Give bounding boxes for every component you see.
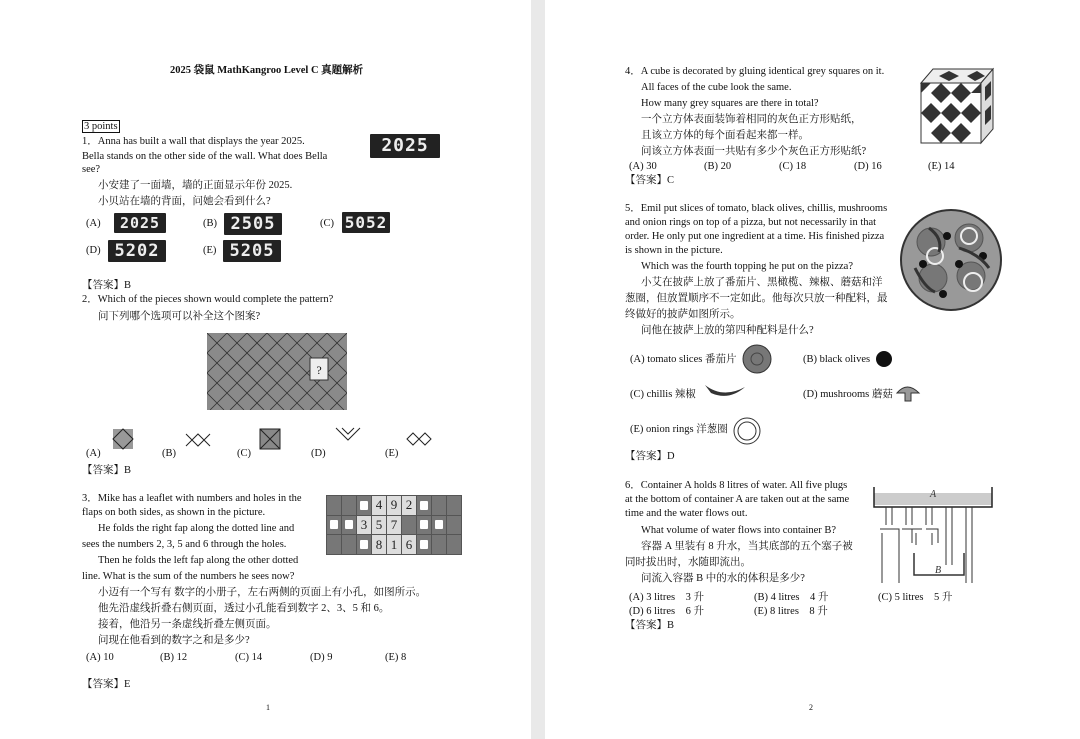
hole [432, 516, 446, 535]
number-cell: 9 [387, 496, 401, 515]
option-image: 5052 [342, 212, 390, 233]
page-1 [0, 0, 531, 739]
wall-figure: 2025 [370, 134, 440, 158]
container-a-label: A [930, 489, 937, 500]
q1-answer: 【答案】B [82, 280, 132, 291]
pattern-figure [207, 333, 347, 410]
q1-cn: 小贝站在墙的背面，问她会看到什么? [98, 196, 271, 207]
number-cell: 6 [402, 535, 416, 554]
containers-figure [872, 485, 994, 585]
q5-option-b: (B) black olives [803, 354, 871, 365]
q1-text: Bella stands on the other side of the wall. What does Bella [82, 151, 328, 162]
q5-cn: 葱圈，但放置顺序不一定如此。他每次只放一种配料，最 [625, 293, 888, 304]
q6-option: (D) 6 litres 6 升 [629, 606, 704, 617]
q3-option: (B) 12 [160, 652, 188, 663]
page-number: 2 [809, 703, 813, 712]
q4-option: (E) 14 [928, 161, 955, 172]
flap-cell [327, 535, 341, 554]
q3-cn: 小迈有一个写有 数字的小册子，左右两侧的页面上有小孔，如图所示。 [98, 587, 427, 598]
document-title: 2025 袋鼠 MathKangroo Level C 真题解析 [170, 65, 364, 76]
flap-cell [342, 496, 356, 515]
q3-answer: 【答案】E [82, 679, 131, 690]
q3-cn: 接着，他沿另一条虚线折叠左侧页面。 [98, 619, 277, 630]
q3-text: line. What is the sum of the numbers he sees now? [82, 571, 295, 582]
q6-cn: 同时拔出时，水随即流出。 [625, 557, 751, 568]
mushroom-icon [895, 383, 921, 403]
q6-question: What volume of water flows into container B? [641, 525, 837, 536]
leaflet-figure [326, 495, 462, 555]
q4-option: (D) 16 [854, 161, 882, 172]
number-cell: 4 [372, 496, 386, 515]
q4-answer: 【答案】C [625, 175, 675, 186]
q5-question: Which was the fourth topping he put on the pizza? [641, 261, 853, 272]
q4-option: (A) 30 [629, 161, 657, 172]
q4-text: All faces of the cube look the same. [641, 82, 792, 93]
q6-answer: 【答案】B [625, 620, 675, 631]
option-image: 2505 [224, 213, 282, 235]
q5-answer: 【答案】D [625, 451, 675, 462]
q2-answer: 【答案】B [82, 465, 132, 476]
q3-text: 3．Mike has a leaflet with numbers and holes in the [82, 493, 302, 504]
q5-text: 5．Emil put slices of tomato, black olives, chillis, mushrooms [625, 203, 888, 214]
flap-cell [432, 496, 446, 515]
q6-option: (A) 3 litres 3 升 [629, 592, 704, 603]
onion-ring-icon [732, 416, 762, 446]
q6-text: 6．Container A holds 8 litres of water. All five plugs [625, 480, 848, 491]
q6-text: time and the water flows out. [625, 508, 748, 519]
q3-text: He folds the right fap along the dotted line and [98, 523, 295, 534]
tomato-slice-icon [742, 344, 772, 374]
q6-option: (C) 5 litres 5 升 [878, 592, 953, 603]
q2-text: 2．Which of the pieces shown would complete the pattern? [82, 294, 334, 305]
option-label: (E) [385, 448, 399, 459]
q4-text: 4．A cube is decorated by gluing identical grey squares on it. [625, 66, 885, 77]
flap-cell [342, 535, 356, 554]
hole [417, 516, 431, 535]
option-label: (D) [311, 448, 326, 459]
cube-figure [919, 67, 995, 145]
page-number: 1 [266, 703, 270, 712]
q6-option: (E) 8 litres 8 升 [754, 606, 828, 617]
q5-cn: 问他在披萨上放的第四种配料是什么? [641, 325, 814, 336]
piece-d-icon [334, 426, 362, 446]
option-image: 5205 [223, 240, 281, 262]
piece-a-icon [110, 427, 136, 451]
number-cell: 2 [402, 496, 416, 515]
flap-cell [447, 535, 461, 554]
option-image: 5202 [108, 240, 166, 262]
q4-text: How many grey squares are there in total? [641, 98, 819, 109]
q3-cn: 问现在他看到的数字之和是多少? [98, 635, 250, 646]
option-label: (C) [320, 218, 334, 229]
q5-option-c: (C) chillis 辣椒 [630, 389, 696, 400]
q3-text: flaps on both sides, as shown in the picture. [82, 507, 266, 518]
option-image: 2025 [114, 213, 166, 233]
points-label: 3 points [84, 121, 118, 132]
q3-option: (D) 9 [310, 652, 333, 663]
q4-option: (C) 18 [779, 161, 807, 172]
q5-cn: 终做好的披萨如图所示。 [625, 309, 741, 320]
piece-c-icon [258, 427, 282, 451]
q5-option-d: (D) mushrooms 蘑菇 [803, 389, 893, 400]
q1-text: see? [82, 164, 101, 175]
q3-option: (E) 8 [385, 652, 407, 663]
piece-b-icon [184, 428, 212, 452]
q5-text: and onion rings on top of a pizza, but not necessarily in that [625, 217, 877, 228]
q6-option: (B) 4 litres 4 升 [754, 592, 829, 603]
q3-text: sees the numbers 2, 3, 5 and 6 through the holes. [82, 539, 287, 550]
q3-cn: 他先沿虚线折叠右侧页面，透过小孔能看到数字 2、3、5 和 6。 [98, 603, 390, 614]
hole [417, 535, 431, 554]
q5-cn: 小艾在披萨上放了番茄片、黑橄榄、辣椒、蘑菇和洋 [641, 277, 883, 288]
q5-option-a: (A) tomato slices 番茄片 [630, 354, 737, 365]
number-cell: 5 [372, 516, 386, 535]
hole [327, 516, 341, 535]
points-label-wrapper [82, 120, 120, 133]
hole [342, 516, 356, 535]
hole [357, 535, 371, 554]
number-cell: 1 [387, 535, 401, 554]
option-label: (B) [203, 218, 217, 229]
q3-option: (A) 10 [86, 652, 114, 663]
chilli-icon [703, 381, 747, 401]
option-label: (B) [162, 448, 176, 459]
flap-cell [447, 516, 461, 535]
flap-cell [447, 496, 461, 515]
hole [357, 496, 371, 515]
hole [417, 496, 431, 515]
q4-text: 问该立方体表面一共贴有多少个灰色正方形贴纸? [641, 146, 867, 157]
q3-text: Then he folds the left fap along the other dotted [98, 555, 299, 566]
flap-cell [327, 496, 341, 515]
page-2 [545, 0, 1080, 739]
q6-cn: 容器 A 里装有 8 升水，当其底部的五个塞子被 [641, 541, 853, 552]
q4-text: 一个立方体表面装饰着相同的灰色正方形贴纸， [641, 114, 862, 125]
q5-text: order. He only put one ingredient at a time. His finished pizza [625, 231, 885, 242]
q3-option: (C) 14 [235, 652, 263, 663]
q4-option: (B) 20 [704, 161, 732, 172]
pizza-figure [899, 208, 1003, 312]
q2-cn: 问下列哪个选项可以补全这个图案? [98, 311, 261, 322]
q4-text: 且该立方体的每个面看起来都一样。 [641, 130, 809, 141]
flap-cell [402, 516, 416, 535]
option-label: (A) [86, 448, 101, 459]
container-b-label: B [935, 565, 942, 576]
option-label: (D) [86, 245, 101, 256]
q1-cn: 小安建了一面墙，墙的正面显示年份 2025. [98, 180, 293, 191]
q5-text: is shown in the picture. [625, 245, 723, 256]
piece-e-icon [405, 431, 433, 447]
option-label: (E) [203, 245, 217, 256]
option-label: (A) [86, 218, 101, 229]
option-label: (C) [237, 448, 251, 459]
q6-text: at the bottom of container A are taken out at the same [625, 494, 850, 505]
number-cell: 7 [387, 516, 401, 535]
flap-cell [432, 535, 446, 554]
number-cell: 3 [357, 516, 371, 535]
q5-option-e: (E) onion rings 洋葱圈 [630, 424, 728, 435]
number-cell: 8 [372, 535, 386, 554]
question-mark: ? [316, 363, 322, 377]
q6-cn: 问流入容器 B 中的水的体积是多少? [641, 573, 805, 584]
black-olive-icon [875, 350, 893, 368]
q1-text: 1．Anna has built a wall that displays the year 2025. [82, 136, 305, 147]
